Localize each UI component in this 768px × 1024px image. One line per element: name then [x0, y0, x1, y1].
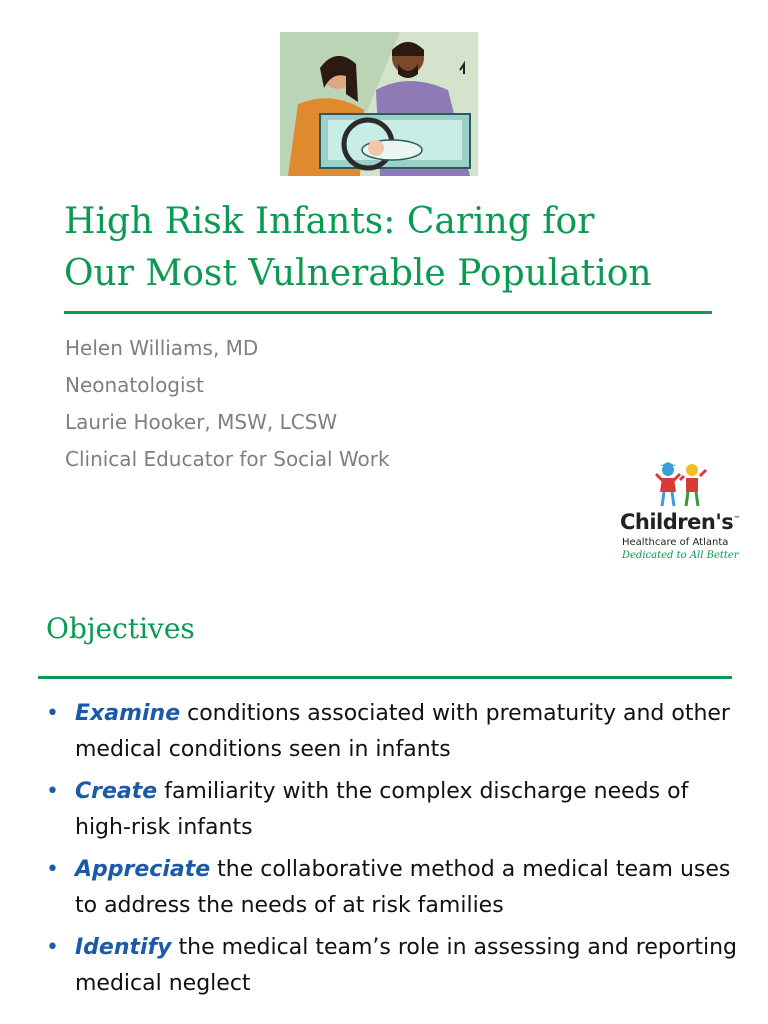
title-line-1: High Risk Infants: Caring for	[64, 201, 595, 242]
presenter-line: Laurie Hooker, MSW, LCSW	[65, 410, 338, 434]
objective-keyword: Identify	[75, 935, 172, 960]
logo-name: Children's™	[620, 510, 740, 534]
objective-item	[46, 930, 746, 1002]
bullet-icon: •	[46, 701, 59, 726]
logo-tagline: Dedicated to All Better	[622, 550, 739, 561]
objectives-slide	[0, 590, 768, 1024]
presenter-line: Helen Williams, MD	[65, 336, 259, 360]
parents-and-infant-clipart-image	[280, 32, 478, 176]
objectives-list	[46, 696, 746, 1008]
bullet-icon: •	[46, 779, 59, 804]
bullet-icon: •	[46, 857, 59, 882]
logo-subtitle: Healthcare of Atlanta	[622, 537, 729, 548]
objective-item	[46, 774, 746, 846]
objective-keyword: Examine	[75, 701, 181, 726]
objective-text: the collaborative method a medical team uses to address the needs of at risk families	[75, 857, 731, 918]
objective-item	[46, 852, 746, 924]
objective-text: the medical team’s role in assessing and reporting medical neglect	[75, 935, 738, 996]
title-divider	[64, 311, 712, 314]
objective-text: familiarity with the complex discharge needs of high-risk infants	[75, 779, 689, 840]
objectives-title: Objectives	[46, 612, 195, 645]
objective-item	[46, 696, 746, 768]
presenter-line: Clinical Educator for Social Work	[65, 447, 390, 471]
objective-text: conditions associated with prematurity and other medical conditions seen in infants	[75, 701, 730, 762]
objectives-divider	[38, 676, 732, 679]
presenter-line: Neonatologist	[65, 373, 204, 397]
presentation-title	[64, 196, 744, 300]
objective-keyword: Appreciate	[75, 857, 211, 882]
kids-holding-hands-icon	[650, 462, 710, 510]
presenter-list	[65, 330, 390, 478]
bullet-icon: •	[46, 935, 59, 960]
objective-keyword: Create	[75, 779, 158, 804]
title-line-2: Our Most Vulnerable Population	[64, 253, 652, 294]
childrens-healthcare-logo	[620, 462, 748, 566]
